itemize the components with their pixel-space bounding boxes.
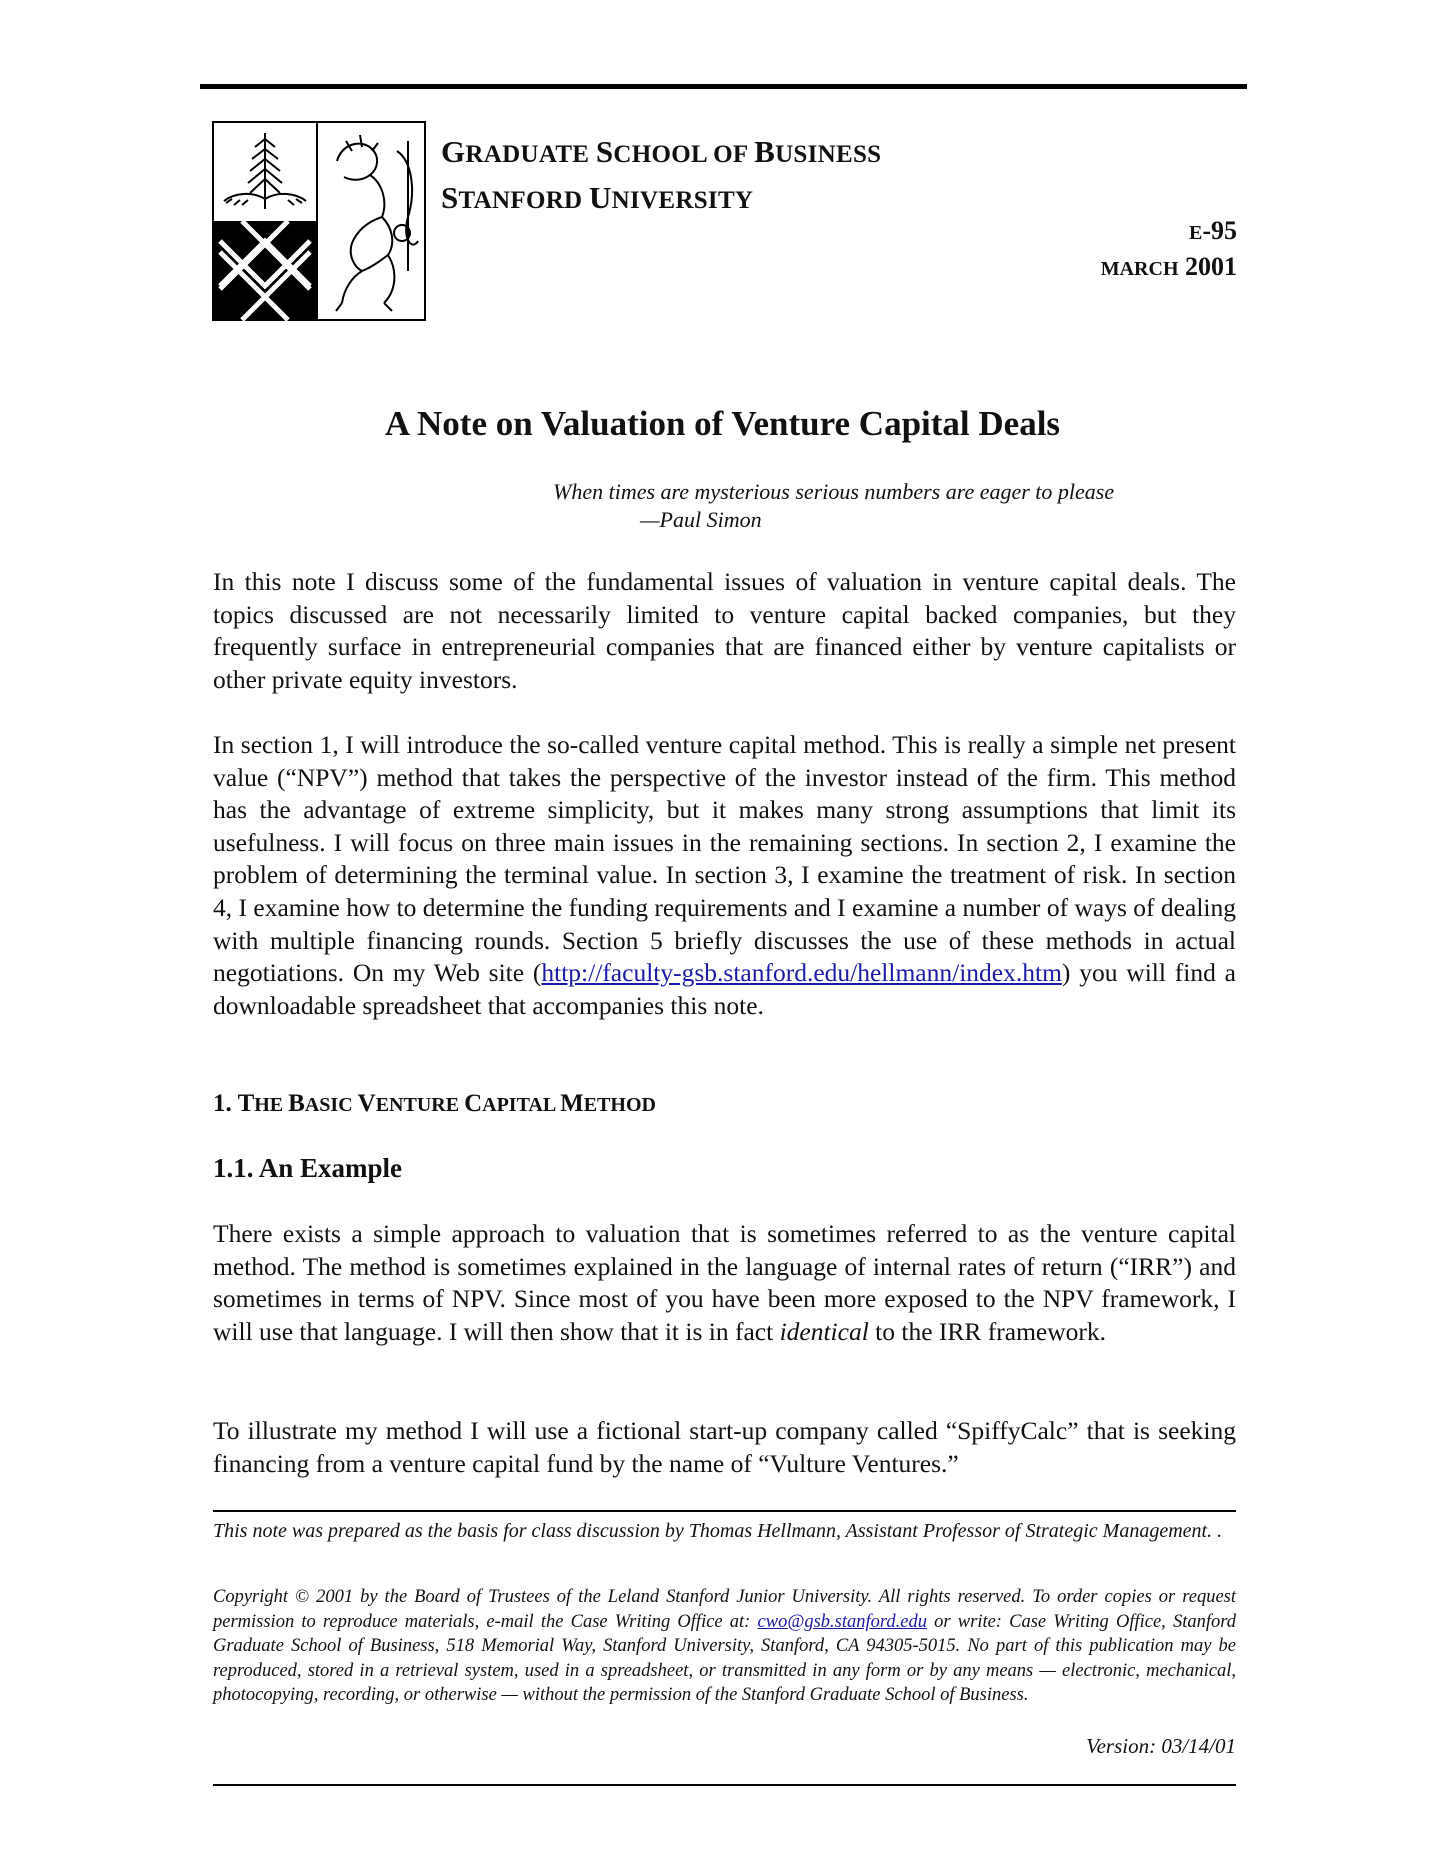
page-title: A Note on Valuation of Venture Capital Deals — [384, 404, 1061, 443]
copyright-notice: Copyright © 2001 by the Board of Trustees of the Leland Stanford Junior University. All rights reserved. To order copies or request permission to reproduce materials, e-mail the Case Writing Office at: cwo@gsb.stanford.edu or write: Case Writing Office, Stanford Graduate School of Business, 518 Memorial Way, Stanford University, Stanford, CA 94305-5015. No part of this publication may be reproduced, stored in a retrieval system, used in a spreadsheet, or transmitted in any form or by any means — electronic, mechanical, photocopying, recording, or otherwise — without the permission of the Stanford Graduate School of Business. — [213, 1587, 1236, 1705]
epigraph-quote: When times are mysterious serious numbers are eager to please — [553, 479, 1115, 504]
version-label: Version: 03/14/01 — [1086, 1734, 1236, 1758]
epigraph — [553, 478, 1114, 534]
school-name — [441, 130, 881, 222]
paragraph-method: There exists a simple approach to valuation that is sometimes referred to as the venture capital method. The method is sometimes explained in the language of internal rates of return (“IRR”) and sometimes in terms of NPV. Since most of you have been more exposed to the NPV framework, I will use that language. I will then show that it is in fact identical to the IRR framework. — [213, 1219, 1236, 1346]
paragraph-example: To illustrate my method I will use a fictional start-up company called “SpiffyCalc” that is seeking financing from a venture capital fund by the name of “Vulture Ventures.” — [213, 1416, 1236, 1478]
bottom-rule — [213, 1784, 1236, 1786]
website-link[interactable]: http://faculty-gsb.stanford.edu/hellmann/index.htm — [541, 958, 1062, 988]
epigraph-attribution: —Paul Simon — [640, 507, 762, 532]
school-line-1: GRADUATE SCHOOL OF BUSINESS — [441, 134, 882, 169]
subsection-heading: 1.1. An Example — [213, 1153, 403, 1183]
footnote-rule — [213, 1510, 1236, 1512]
paragraph-outline: In section 1, I will introduce the so-called venture capital method. This is really a simple net present value (“NPV”) method that takes the perspective of the investor instead of the firm. This method has the advantage of extreme simplicity, but it makes many strong assumptions that limit its usefulness. I will focus on three main issues in the remaining sections. In section 2, I examine the problem of determining the terminal value. In section 3, I examine the treatment of risk. In section 4, I examine how to determine the funding requirements and I examine a number of ways of dealing with multiple financing rounds. Section 5 briefly discusses the use of these methods in actual negotiations. On my Web site (http://faculty-gsb.stanford.edu/hellmann/index.htm) you will find a downloadable spreadsheet that accompanies this note. — [213, 730, 1236, 1020]
document-number: E-95 MARCH 2001 — [1100, 216, 1237, 281]
section-heading: 1. THE BASIC VENTURE CAPITAL METHOD — [213, 1090, 656, 1117]
stanford-gsb-logo — [212, 121, 426, 321]
footnote: This note was prepared as the basis for class discussion by Thomas Hellmann, Assistant Professor of Strategic Management. . — [213, 1520, 1223, 1542]
top-rule — [200, 84, 1247, 89]
school-line-2: STANFORD UNIVERSITY — [441, 180, 754, 215]
email-link[interactable]: cwo@gsb.stanford.edu — [757, 1611, 927, 1632]
paragraph-intro: In this note I discuss some of the fundamental issues of valuation in venture capital deals. The topics discussed are not necessarily limited to venture capital backed companies, but they frequently surface in entrepreneurial companies that are financed either by venture capitalists or other private equity investors. — [213, 567, 1236, 694]
